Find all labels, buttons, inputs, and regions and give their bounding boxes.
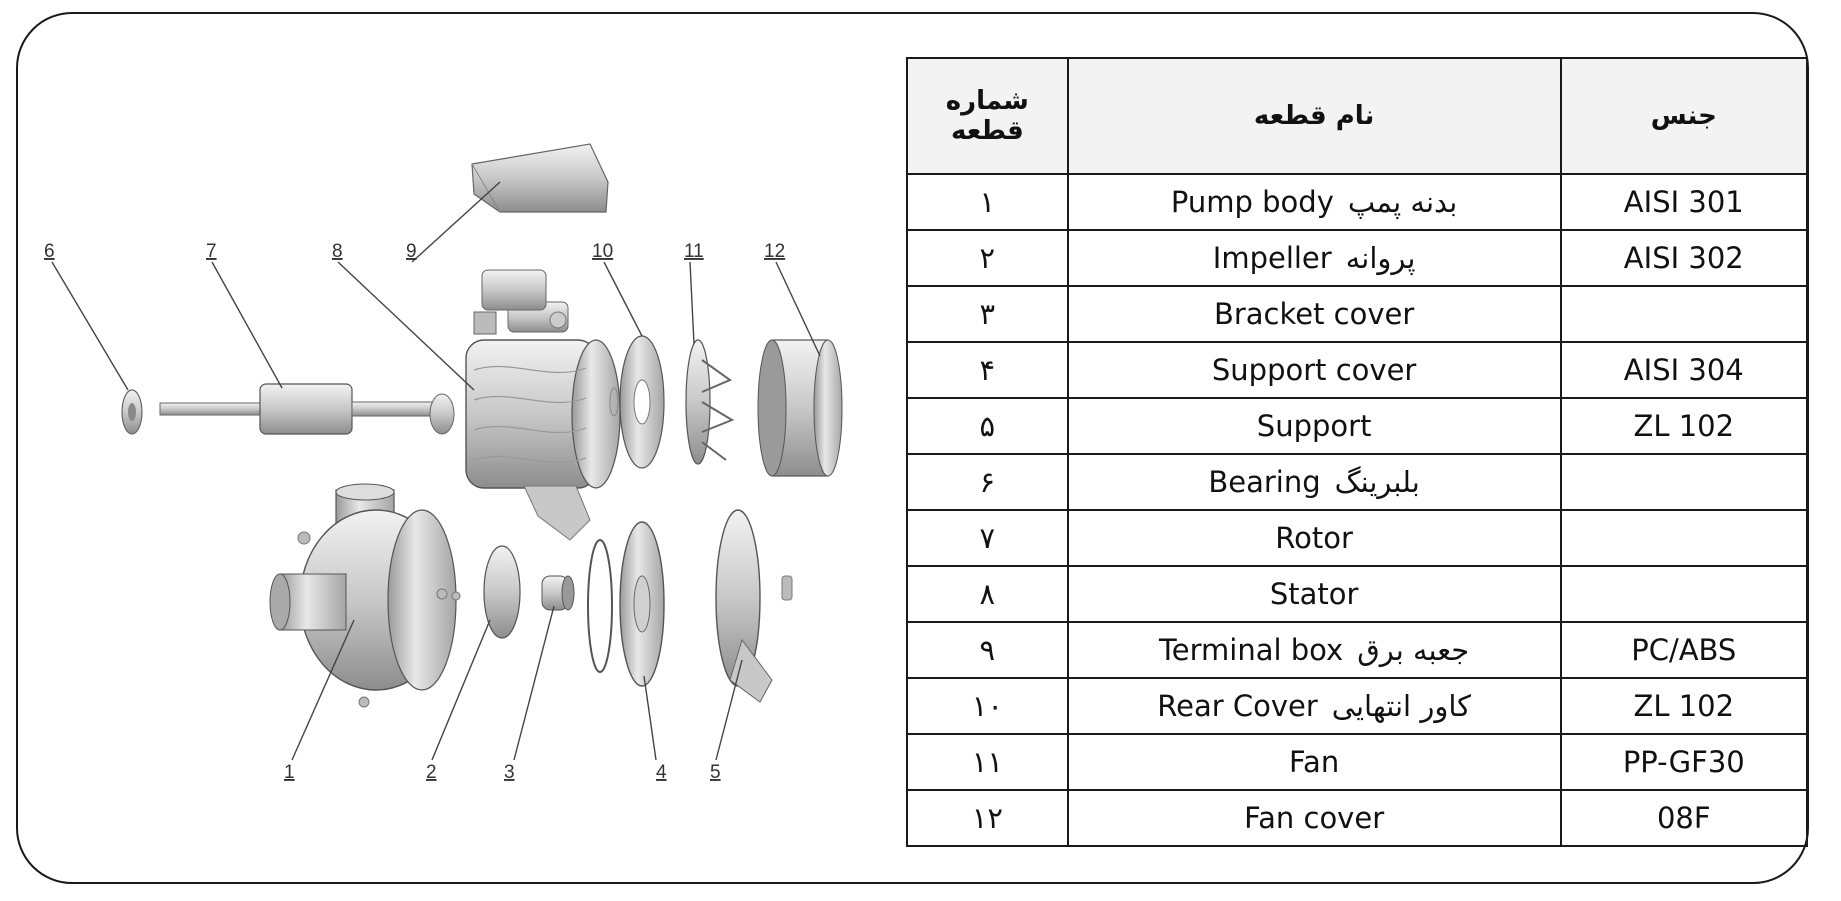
part-name-cell — [1068, 622, 1561, 678]
table-row — [907, 734, 1807, 790]
table-row — [907, 566, 1807, 622]
exploded-pump-diagram — [30, 120, 890, 820]
table-row — [907, 342, 1807, 398]
bearing-part — [122, 390, 142, 434]
part-name-cell — [1068, 790, 1561, 846]
parts-table-body — [907, 174, 1807, 846]
bracket-cover-part — [542, 576, 574, 610]
part-name-cell — [1068, 342, 1561, 398]
stator-part — [430, 270, 620, 540]
callout-5: 5 — [710, 762, 721, 783]
part-name-fa: پروانه — [1345, 241, 1416, 275]
terminal-box-part — [472, 144, 608, 212]
table-row — [907, 286, 1807, 342]
table-row — [907, 790, 1807, 846]
rear-cover-part — [610, 336, 664, 468]
material-cell: ZL 102 — [1561, 678, 1807, 734]
material-cell — [1561, 566, 1807, 622]
part-name-en: Support — [1256, 409, 1372, 443]
callout-4: 4 — [656, 762, 667, 783]
part-name-cell — [1068, 230, 1561, 286]
callout-1: 1 — [284, 762, 295, 783]
material-cell: AISI 304 — [1561, 342, 1807, 398]
table-row — [907, 398, 1807, 454]
table-row — [907, 454, 1807, 510]
part-name-cell — [1068, 174, 1561, 230]
part-name-en: Fan — [1289, 745, 1340, 779]
part-name-en: Bracket cover — [1213, 297, 1415, 331]
material-cell: 08F — [1561, 790, 1807, 846]
part-name-fa: جعبه برق — [1357, 633, 1470, 667]
header-part-number: شماره قطعه — [907, 58, 1068, 174]
table-row — [907, 230, 1807, 286]
table-header-row — [907, 58, 1807, 174]
callout-12: 12 — [764, 241, 786, 262]
header-part-name: نام قطعه — [1068, 58, 1561, 174]
material-cell — [1561, 510, 1807, 566]
material-cell: PP-GF30 — [1561, 734, 1807, 790]
table-row — [907, 174, 1807, 230]
part-name-cell — [1068, 678, 1561, 734]
part-number-cell: ۹ — [907, 622, 1068, 678]
part-number-cell: ۶ — [907, 454, 1068, 510]
part-name-en: Bearing — [1208, 465, 1321, 499]
part-name-fa: کاور انتهایی — [1331, 689, 1471, 723]
part-name-cell — [1068, 454, 1561, 510]
part-number-cell: ۱ — [907, 174, 1068, 230]
callout-2: 2 — [426, 762, 437, 783]
parts-table — [906, 57, 1808, 847]
callout-11: 11 — [684, 241, 704, 262]
part-name-cell — [1068, 566, 1561, 622]
callout-8: 8 — [332, 241, 343, 262]
part-number-cell: ۱۲ — [907, 790, 1068, 846]
rotor-part — [160, 384, 452, 434]
pump-body-part — [270, 484, 456, 707]
support-part — [716, 510, 792, 702]
part-number-cell: ۵ — [907, 398, 1068, 454]
fan-cover-part — [758, 340, 842, 476]
support-cover-part — [588, 522, 664, 686]
callout-3: 3 — [504, 762, 515, 783]
part-name-en: Support cover — [1211, 353, 1417, 387]
part-number-cell: ۱۰ — [907, 678, 1068, 734]
part-name-en: Rotor — [1275, 521, 1353, 555]
part-name-en: Impeller — [1212, 241, 1332, 275]
table-row — [907, 510, 1807, 566]
fan-part — [686, 340, 732, 464]
part-name-en: Stator — [1269, 577, 1359, 611]
header-material: جنس — [1561, 58, 1807, 174]
part-number-cell: ۸ — [907, 566, 1068, 622]
part-number-cell: ۱۱ — [907, 734, 1068, 790]
material-cell: AISI 301 — [1561, 174, 1807, 230]
callout-10: 10 — [592, 241, 614, 262]
part-number-cell: ۳ — [907, 286, 1068, 342]
part-name-fa: بلبرینگ — [1334, 465, 1420, 499]
part-name-fa: بدنه پمپ — [1347, 185, 1458, 219]
material-cell: PC/ABS — [1561, 622, 1807, 678]
part-number-cell: ۷ — [907, 510, 1068, 566]
table-row — [907, 678, 1807, 734]
callout-6: 6 — [44, 241, 55, 262]
part-name-en: Fan cover — [1244, 801, 1385, 835]
material-cell: AISI 302 — [1561, 230, 1807, 286]
part-name-cell — [1068, 734, 1561, 790]
part-name-en: Rear Cover — [1157, 689, 1318, 723]
part-name-en: Terminal box — [1159, 633, 1344, 667]
part-name-cell — [1068, 398, 1561, 454]
part-number-cell: ۲ — [907, 230, 1068, 286]
part-name-cell — [1068, 286, 1561, 342]
part-number-cell: ۴ — [907, 342, 1068, 398]
part-name-cell — [1068, 510, 1561, 566]
material-cell — [1561, 286, 1807, 342]
material-cell: ZL 102 — [1561, 398, 1807, 454]
callout-7: 7 — [206, 241, 217, 262]
part-name-en: Pump body — [1170, 185, 1334, 219]
callout-9: 9 — [406, 241, 417, 262]
table-row — [907, 622, 1807, 678]
material-cell — [1561, 454, 1807, 510]
